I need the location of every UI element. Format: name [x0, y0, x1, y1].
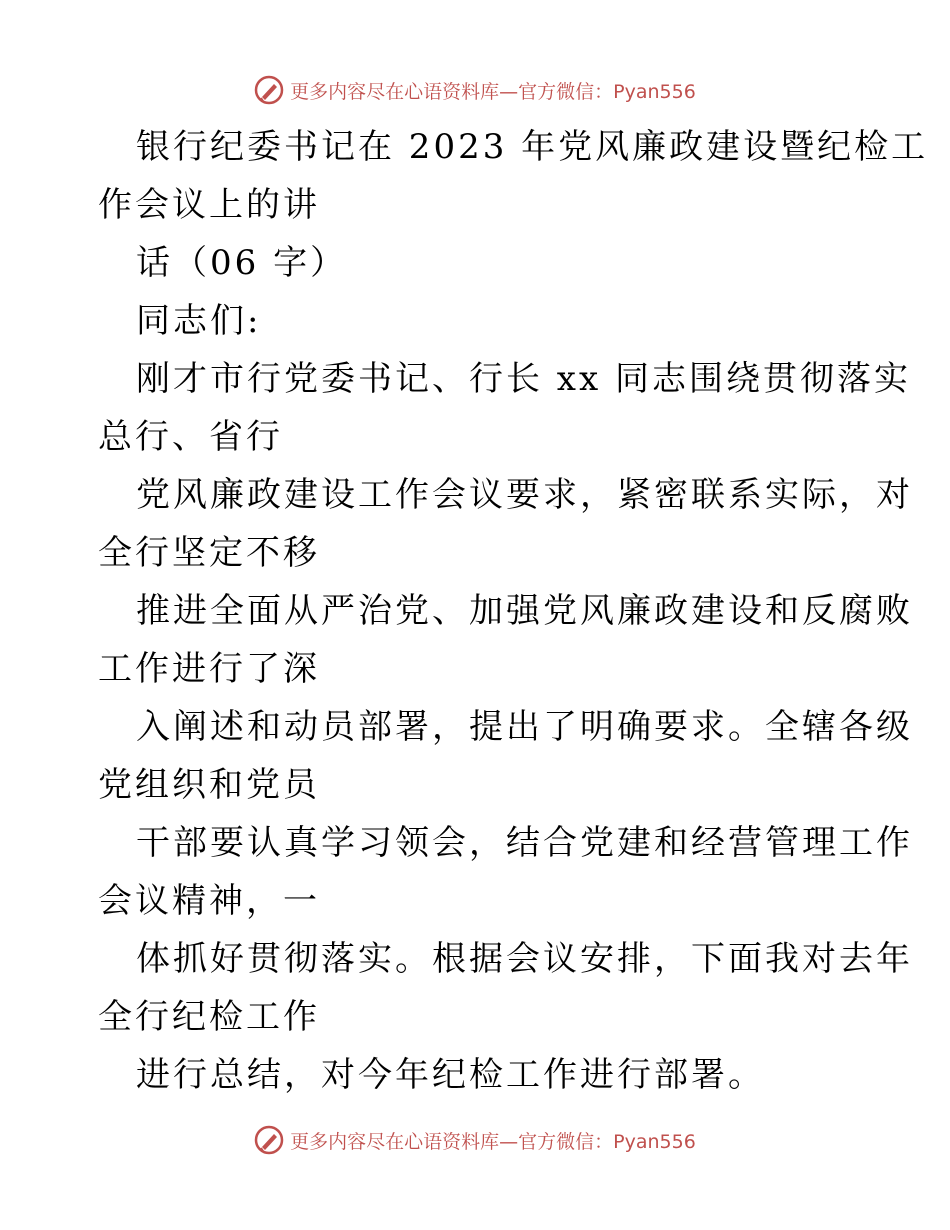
- paragraph-line-continued: 工作进行了深: [98, 649, 320, 689]
- paragraph-line-continued: 作会议上的讲: [98, 185, 320, 225]
- paragraph: [98, 930, 913, 1046]
- document-body: [98, 118, 929, 1104]
- paragraph-line: 党风廉政建设工作会议要求，紧密联系实际，对: [136, 475, 913, 515]
- paragraph: [98, 814, 913, 930]
- paragraph-line: 同志们:: [136, 301, 262, 341]
- paragraph-line-continued: 全行纪检工作: [98, 997, 320, 1037]
- paragraph: [98, 698, 913, 814]
- paragraph-line: 话（06 字）: [136, 243, 348, 283]
- pen-logo-icon: [254, 75, 284, 105]
- paragraph-line-continued: 总行、省行: [98, 417, 283, 457]
- paragraph: [98, 1046, 854, 1104]
- paragraph-line: 干部要认真学习领会，结合党建和经营管理工作: [136, 823, 913, 863]
- paragraph: [98, 292, 854, 350]
- paragraph-line-continued: 党组织和党员: [98, 765, 320, 805]
- paragraph-line: 刚才市行党委书记、行长 xx 同志围绕贯彻落实: [136, 359, 911, 399]
- pen-logo-icon: [254, 1125, 284, 1155]
- paragraph-line-continued: 全行坚定不移: [98, 533, 320, 573]
- watermark-text: 更多内容尽在心语资料库—官方微信：Pyan556: [290, 80, 696, 103]
- paragraph: [98, 118, 929, 234]
- paragraph: [98, 234, 854, 292]
- watermark-footer: [0, 1120, 950, 1160]
- paragraph-line: 银行纪委书记在 2023 年党风廉政建设暨纪检工: [136, 127, 929, 167]
- watermark-id: Pyan556: [613, 80, 696, 103]
- paragraph-line: 推进全面从严治党、加强党风廉政建设和反腐败: [136, 591, 913, 631]
- paragraph: [98, 582, 913, 698]
- paragraph-line-continued: 会议精神，一: [98, 881, 320, 921]
- paragraph: [98, 466, 913, 582]
- watermark-id: Pyan556: [613, 1130, 696, 1153]
- paragraph: [98, 350, 911, 466]
- watermark-text: 更多内容尽在心语资料库—官方微信：Pyan556: [290, 1130, 696, 1153]
- paragraph-line: 体抓好贯彻落实。根据会议安排，下面我对去年: [136, 939, 913, 979]
- paragraph-line: 进行总结，对今年纪检工作进行部署。: [136, 1055, 765, 1095]
- paragraph-line: 入阐述和动员部署，提出了明确要求。全辖各级: [136, 707, 913, 747]
- watermark-header: [0, 70, 950, 110]
